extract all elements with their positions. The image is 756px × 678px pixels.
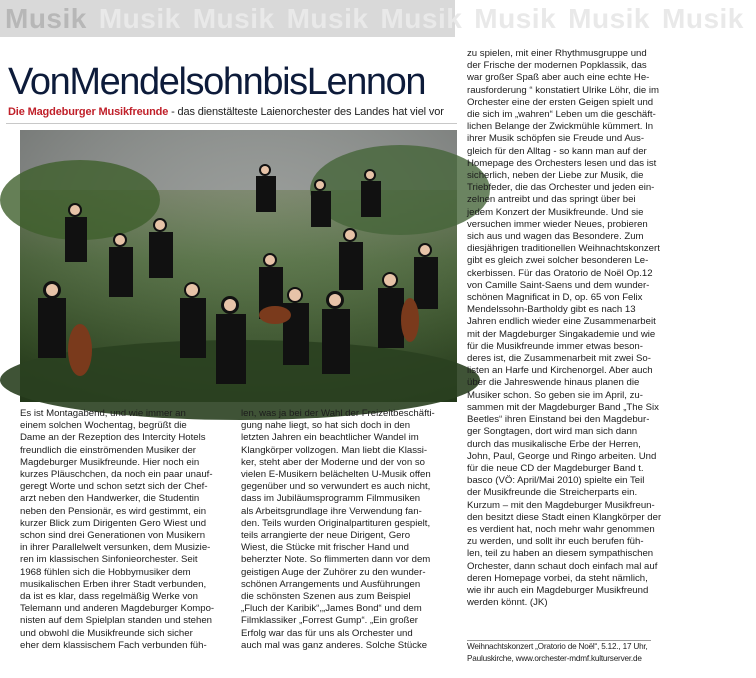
text-line: basco (VÖ: April/Mai 2010) spielte ein Teil (467, 475, 645, 487)
text-line: Homepage des Orchesters lesen und das ist (467, 157, 657, 169)
text-line: in ihrer Parallelwelt versunken, dem Musizie- (20, 542, 211, 554)
text-line: geistigen Auge der Zuhörer zu den wunder- (241, 566, 426, 578)
text-line: und obwohl die Musikfreunde sich sicher (20, 627, 193, 639)
text-line: die sich im „wahren“ Leben um die geschäft- (467, 109, 656, 121)
text-line: Orchester eine der ersten Geigen spielt und (467, 96, 654, 108)
text-line: diesjährigen traditionellen Weihnachtskonzert (467, 243, 660, 255)
text-line: John, Paul, George und Ringo arbeiten. Und (467, 450, 657, 462)
text-line: 1968 fühlen sich die Hobbymusiker dem (20, 566, 191, 578)
text-line: versuchen immer wieder Neues, probieren (467, 218, 648, 230)
text-line: eher dem klassischem Fach verbunden füh- (20, 639, 207, 651)
subtitle-divider (6, 123, 457, 124)
text-line: Es ist Montagabend, und wie immer an (20, 408, 186, 419)
text-line: Triebfeder, die das Orchester und jeden ein- (467, 182, 655, 194)
section-repeat: Musik (98, 3, 181, 34)
text-line: der Musikfreunde die Streicherparts ein. (467, 487, 638, 499)
orchestra-photo-illustration (20, 130, 457, 402)
text-line: den. Teils wurden Originalpartituren gespielt, (241, 517, 431, 529)
orchestra-photo (20, 130, 457, 402)
text-line: war großer Spaß aber auch eine echte He- (467, 72, 650, 84)
text-line: jedem Konzert der Musikfreunde. Und sie (467, 206, 644, 218)
text-line: ger Songtagen, dort wird man sich dann (467, 426, 638, 438)
text-line: mit der Magdeburger Singakademie und wie (467, 328, 656, 340)
text-line: gleich für den Alltag - so kann man auf der (467, 145, 647, 157)
text-line: deres ist, die Zusammenarbeit mit zwei So- (467, 353, 651, 365)
text-line: rausforderung “ konstatiert Ulrike Löhr, die im (467, 84, 659, 96)
section-repeat: Musik (474, 3, 557, 34)
article-column-2 (241, 408, 461, 652)
section-banner (0, 0, 744, 37)
text-line: als Arbeitsgrundlage ihre Verwendung fan- (241, 505, 422, 517)
text-line: len, teil zu haben an diesem sympathischen (467, 548, 654, 560)
text-line: Erfolg war das für uns als Orchester und (241, 627, 413, 639)
text-line: „Fluch der Karibik“,„James Bond“ und dem (241, 603, 422, 615)
text-line: Dame an der Rezeption des Intercity Hotels (20, 432, 206, 444)
article-subtitle (8, 105, 458, 120)
text-line: durch das musikalische Erbe der Herren, (467, 438, 641, 450)
section-repeat: Musik (568, 3, 651, 34)
text-line: letzten Jahren ein beachtlicher Wandel im (241, 432, 419, 444)
text-line: neben den Pensionär, es wird gestimmt, ein (20, 505, 207, 517)
text-line: einem solchen Wochentag, begrüßt die (20, 420, 187, 432)
text-line: ihrer Musik schöpfen sie Freude und Aus- (467, 133, 645, 145)
text-line: gegenüber und so verwundert es auch nicht, (241, 481, 431, 493)
section-label: Musik (5, 3, 87, 34)
subtitle-lead: Die Magdeburger Musikfreunde (8, 106, 169, 118)
text-line: gung nahe liegt, so hat sich doch in den (241, 420, 411, 432)
text-line: der Frische der modernen Popklassik, das (467, 60, 647, 72)
text-line: arzt neben den Handwerker, die Studentin (20, 493, 200, 505)
text-line: Klangkörper vollzogen. Man liebt die Klassi- (241, 444, 428, 456)
text-line: Kurzum – mit den Magdeburger Musikfreun- (467, 499, 655, 511)
text-line: von Camille Saint-Saens und dem wunder- (467, 279, 650, 291)
text-line: ren im klassischen Sinfonieorchester. Seit (20, 554, 198, 566)
caption-line: Weihnachtskonzert „Oratorio de Noël“, 5.12., 17 Uhr, (467, 642, 648, 651)
text-line: Musiker schon. So geben sie im April, zu- (467, 389, 643, 401)
section-repeat: Musik (192, 3, 275, 34)
article-column-3 (467, 48, 687, 609)
text-line: Magdeburger Musikfreunde. Hier noch ein (20, 456, 200, 468)
text-line: dass im Jubiläumsprogramm Filmmusiken (241, 493, 421, 505)
text-line: für die neue CD der Magdeburger Band t. (467, 462, 644, 474)
text-line: sammen mit der Magdeburger Band „The Six (467, 401, 659, 413)
text-line: ker, steht aber der Moderne und der von so (241, 456, 425, 468)
text-line: werden könnt. (JK) (467, 597, 548, 609)
subtitle-rest: - das dienstälteste Laienorchester des Landes hat viel vor (168, 106, 444, 118)
section-repeat: Musik (286, 3, 369, 34)
text-line: Telemann und anderen Magdeburger Kompo- (20, 603, 215, 615)
text-line: vielen E-Musikern belächelten U-Musik offen (241, 469, 431, 481)
text-line: freundlich die einströmenden Musiker der (20, 444, 196, 456)
text-line: deren Homepage vorbei, da steht nämlich, (467, 572, 648, 584)
section-repeat: Musik (380, 3, 463, 34)
text-line: es verdient hat, noch mehr wahr genommen (467, 523, 655, 535)
text-line: gibt es gleich zwei solcher besonderen Le- (467, 255, 649, 267)
text-line: geregt Worte und schon setzt sich der Chef- (20, 481, 208, 493)
text-line: wie ihr auch ein Magdeburger Musikfreund (467, 584, 649, 596)
text-line: Wiest, die Stücke mit frischer Hand und (241, 542, 409, 554)
text-line: über die Jahreswende hinaus planen die (467, 377, 640, 389)
text-line: Beetles“ ihren Einstand bei den Magdebur- (467, 414, 650, 426)
text-line: ckerbissen. Für das Oratorio de Noël Op.12 (467, 267, 653, 279)
text-line: zu werden, und sollt ihr euch berufen füh- (467, 536, 644, 548)
text-line: schönen Magnificat in D, op. 65 von Felix (467, 292, 643, 304)
text-line: Filmklassiker „Forrest Gump“. „Ein großer (241, 615, 418, 627)
text-line: zelnen antreibt und das springt über bei (467, 194, 636, 206)
text-line: lichen Belange der Zwickmühle kümmert. In (467, 121, 654, 133)
text-line: Jahren endlich wieder eine Zusammenarbeit (467, 316, 656, 328)
text-line: für die Musikfreunde immer etwas beson- (467, 340, 643, 352)
text-line: len, was ja bei der Wahl der Freizeitbeschäfti- (241, 408, 435, 419)
text-line: Orchester, dann schaut doch einfach mal auf (467, 560, 658, 572)
text-line: die schönsten Szenen aus zum Beispiel (241, 591, 411, 603)
caption-line: Pauluskirche, www.orchester-mdmf.kulturserver.de (467, 653, 642, 663)
text-line: schönen Arrangements und Ausführungen (241, 578, 421, 590)
text-line: listen an Harfe und Kirchenorgel. Aber auch (467, 365, 653, 377)
section-banner-text (0, 0, 744, 37)
concert-caption (467, 641, 689, 664)
text-line: sich aus und wagen das Besondere. Zum (467, 231, 644, 243)
text-line: da ist es klar, dass regelmäßig Werke von (20, 591, 198, 603)
text-line: beherzter Note. So flimmerten dann vor dem (241, 554, 431, 566)
text-line: nisten auf dem Spielplan standen und stehen (20, 615, 213, 627)
text-line: schon sind drei Generationen von Musikern (20, 530, 206, 542)
text-line: kurzer Blick zum Dirigenten Gero Wiest und (20, 517, 207, 529)
text-line: sicherlich, neben der Liebe zur Musik, die (467, 170, 644, 182)
text-line: den besitzt diese Stadt einen Klangkörper der (467, 511, 662, 523)
text-line: Mendelssohn-Bartholdy gibt es nach 13 (467, 304, 636, 316)
text-line: auch mal was ganz anderes. Solche Stücke (241, 639, 428, 651)
article-column-1 (20, 408, 230, 652)
text-line: zu spielen, mit einer Rhythmusgruppe und (467, 48, 647, 59)
article-headline: VonMendelsohnbisLennon (8, 61, 426, 103)
text-line: kurzes Pläuschchen, da noch ein paar unauf- (20, 469, 213, 481)
text-line: teils arrangierte der neue Dirigent, Gero (241, 530, 411, 542)
text-line: musikalischen Erben ihrer Stadt verbunden, (20, 578, 207, 590)
section-repeat: Musik (662, 3, 744, 34)
